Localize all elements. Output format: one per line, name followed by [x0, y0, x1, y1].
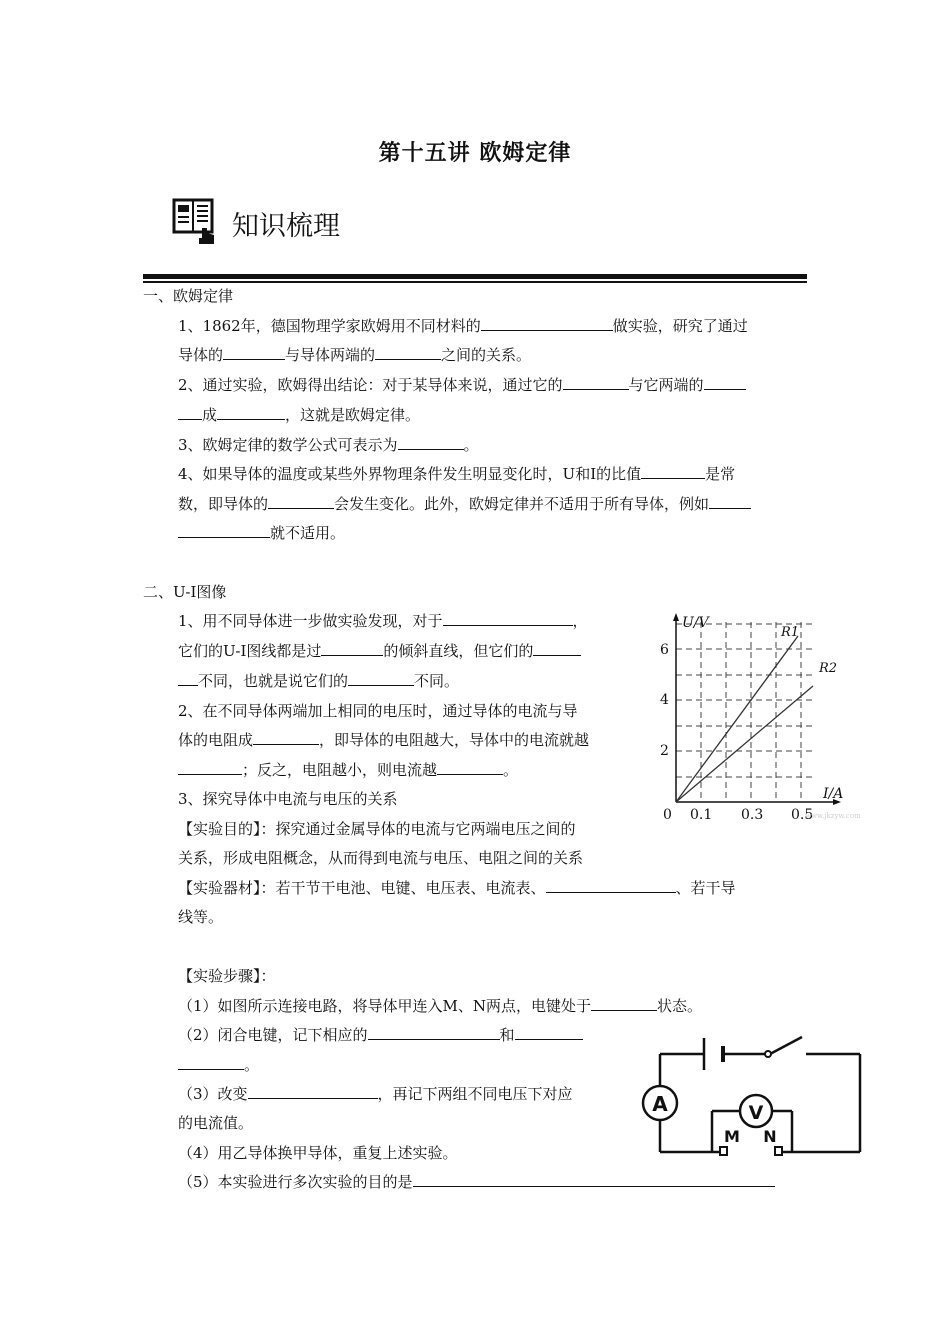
part2-heading: 二、U-I图像	[143, 583, 227, 601]
circuit-diagram	[632, 1032, 868, 1162]
part2-line-7: 3、探究导体中电流与电压的关系	[178, 790, 398, 808]
point-n-label: N	[763, 1127, 777, 1146]
part2-line-3: 不同，也就是说它们的 不同。	[178, 666, 459, 696]
part1-heading: 一、欧姆定律	[143, 287, 234, 305]
part2-line-11: 线等。	[178, 908, 224, 926]
part1-line-3: 2、通过实验，欧姆得出结论：对于某导体来说，通过它的 与它两端的	[178, 370, 746, 400]
x-tick-label: 0.3	[741, 807, 764, 823]
part1-line-7: 数，即导体的 会发生变化。此外，欧姆定律并不适用于所有导体，例如	[178, 489, 751, 519]
answer-blank[interactable]	[443, 608, 573, 626]
part1-line-8: 就不适用。	[178, 518, 345, 548]
part2-line-6: ；反之，电阻越小，则电流越 。	[178, 755, 518, 785]
origin-label: 0	[663, 807, 672, 823]
answer-blank[interactable]	[413, 1169, 775, 1187]
part1-line-1: 1、1862年，德国物理学家欧姆用不同材料的 做实验，研究了通过	[178, 311, 748, 341]
y-tick-label: 6	[660, 642, 669, 658]
switch-pivot	[765, 1051, 771, 1057]
line-r2	[676, 686, 813, 802]
divider-thick	[143, 274, 807, 279]
ui-graph	[655, 610, 861, 825]
answer-blank[interactable]	[217, 402, 285, 420]
switch-blade	[770, 1037, 802, 1054]
part2-line-2: 它们的U-I图线都是过 的倾斜直线，但它们的	[178, 636, 581, 666]
section-header	[172, 198, 340, 248]
answer-blank[interactable]	[348, 668, 414, 686]
step-3-cont: 的电流值。	[178, 1114, 254, 1132]
y-tick-label: 4	[660, 692, 669, 708]
answer-blank[interactable]	[641, 461, 705, 479]
steps-heading: 【实验步骤】：	[178, 967, 276, 985]
answer-blank[interactable]	[268, 491, 334, 509]
part2-line-4: 2、在不同导体两端加上相同的电压时，通过导体的电流与导	[178, 702, 578, 720]
step-5: （5）本实验进行多次实验的目的是	[178, 1167, 775, 1197]
answer-blank[interactable]	[704, 372, 746, 390]
answer-blank[interactable]	[248, 1081, 378, 1099]
answer-blank[interactable]	[253, 727, 319, 745]
step-2-cont: 。	[178, 1050, 259, 1080]
voltmeter-label: V	[748, 1102, 764, 1124]
answer-blank[interactable]	[178, 1052, 244, 1070]
part2-line-1: 1、用不同导体进一步做实验发现，对于 ，	[178, 606, 588, 636]
part2-line-10: 【实验器材】：若干节干电池、电键、电压表、电流表、 、若干导	[178, 873, 736, 903]
answer-blank[interactable]	[178, 520, 270, 538]
book-pointer-icon	[172, 198, 218, 248]
part1-line-5: 3、欧姆定律的数学公式可表示为 。	[178, 430, 479, 460]
y-axis-arrow	[673, 613, 679, 621]
answer-blank[interactable]	[178, 402, 202, 420]
answer-blank[interactable]	[591, 993, 657, 1011]
part2-line-8: 【实验目的】：探究通过金属导体的电流与它两端电压之间的	[178, 820, 576, 838]
line-r2-label: R2	[819, 661, 838, 676]
y-axis-label: U/V	[682, 615, 709, 631]
answer-blank[interactable]	[178, 668, 198, 686]
point-m-label: M	[724, 1127, 740, 1146]
answer-blank[interactable]	[178, 757, 242, 775]
line-r1-label: R1	[781, 625, 800, 640]
answer-blank[interactable]	[563, 372, 629, 390]
part1-line-4: 成 ，这就是欧姆定律。	[178, 400, 420, 430]
step-1: （1）如图所示连接电路，将导体甲连入M、N两点，电键处于 状态。	[178, 991, 702, 1021]
part1-line-2: 导体的 与导体两端的 之间的关系。	[178, 340, 531, 370]
answer-blank[interactable]	[368, 1022, 500, 1040]
answer-blank[interactable]	[375, 342, 441, 360]
x-axis-label: I/A	[823, 786, 844, 802]
step-2: （2）闭合电键，记下相应的 和	[178, 1020, 583, 1050]
divider-thin	[143, 281, 807, 283]
x-tick-label: 0.1	[690, 807, 713, 823]
answer-blank[interactable]	[481, 313, 613, 331]
page-title: 第十五讲 欧姆定律	[378, 141, 572, 166]
answer-blank[interactable]	[398, 432, 464, 450]
step-4: （4）用乙导体换甲导体，重复上述实验。	[178, 1144, 458, 1162]
answer-blank[interactable]	[321, 638, 383, 656]
y-tick-label: 2	[660, 743, 669, 759]
answer-blank[interactable]	[223, 342, 285, 360]
part1-line-6: 4、如果导体的温度或某些外界物理条件发生明显变化时，U和I的比值 是常	[178, 459, 735, 489]
watermark: www.jkzyw.com	[805, 812, 861, 820]
part2-line-9: 关系，形成电阻概念，从而得到电流与电压、电阻之间的关系	[178, 849, 584, 867]
answer-blank[interactable]	[515, 1022, 583, 1040]
terminal-m	[720, 1147, 727, 1155]
ammeter-label: A	[652, 1092, 668, 1116]
x-tick-label: 0.5	[791, 807, 814, 823]
answer-blank[interactable]	[546, 875, 676, 893]
section-title: 知识梳理	[232, 210, 340, 242]
answer-blank[interactable]	[533, 638, 581, 656]
part2-line-5: 体的电阻成 ，即导体的电阻越大，导体中的电流就越	[178, 725, 589, 755]
answer-blank[interactable]	[437, 757, 503, 775]
terminal-n	[775, 1147, 782, 1155]
step-3: （3）改变 ，再记下两组不同电压下对应	[178, 1079, 573, 1109]
answer-blank[interactable]	[709, 491, 751, 509]
